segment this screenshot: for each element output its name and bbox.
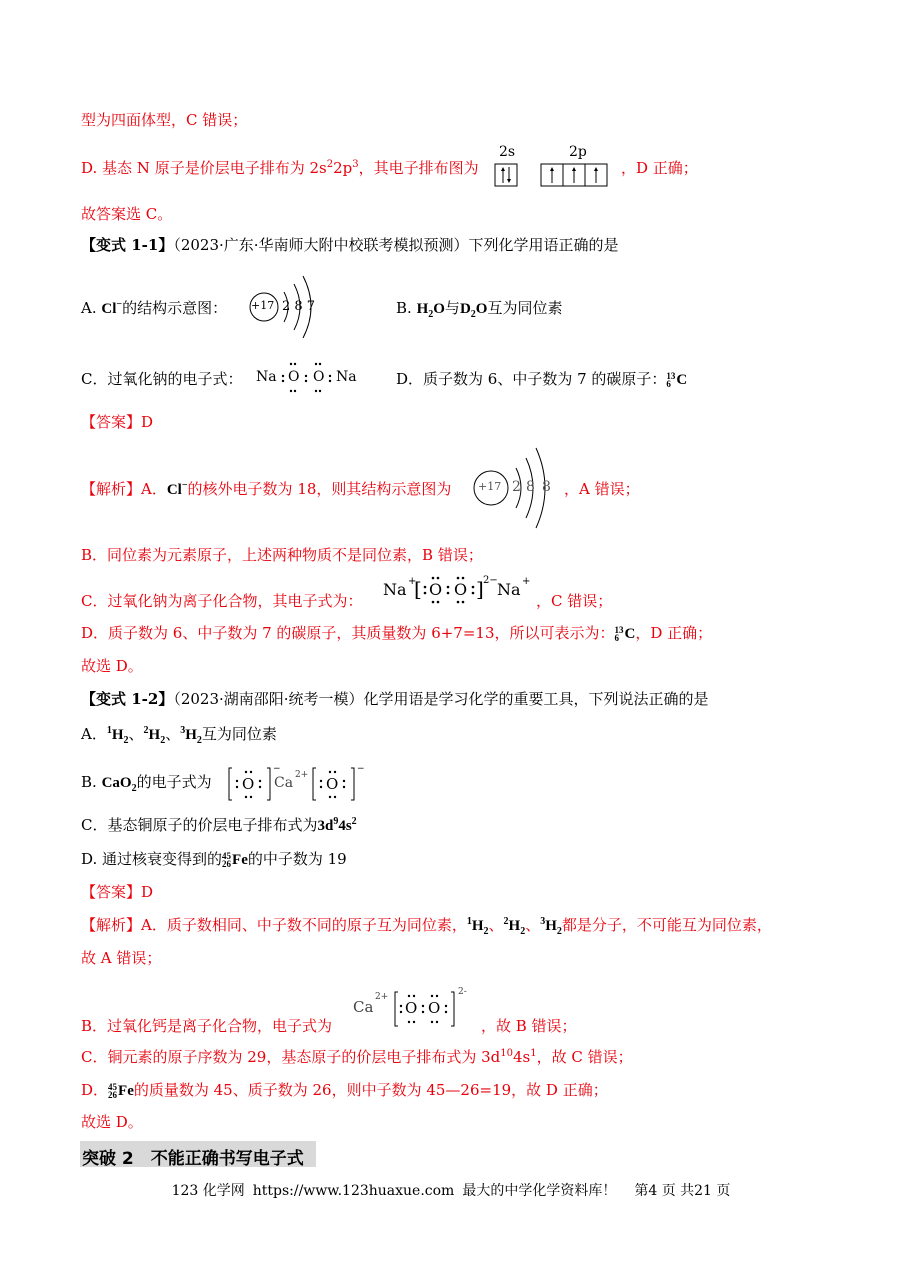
analysis-b: B．过氧化钙是离子化合物，电子式为 bbox=[81, 1017, 333, 1035]
atomic-number: 6 bbox=[666, 379, 671, 389]
answer-line: 【答案】D bbox=[81, 883, 154, 901]
text-span: 的中子数为 19 bbox=[247, 850, 347, 868]
question-source: （2023·湖南邵阳·统考一模）化学用语是学习化学的重要工具，下列说法正确的是 bbox=[173, 690, 709, 708]
shell-electrons: 2 8 7 bbox=[282, 299, 316, 314]
footer-url[interactable]: https://www.123huaxue.com bbox=[252, 1183, 455, 1199]
question-tag: 【变式 1-1】 bbox=[81, 236, 174, 254]
analysis-a bbox=[81, 479, 451, 500]
option-a bbox=[81, 724, 277, 745]
option-label: B. bbox=[81, 773, 97, 791]
question-header bbox=[81, 235, 619, 255]
nuclide-prefix bbox=[108, 1083, 117, 1099]
text-span: 与 bbox=[444, 299, 460, 317]
text-line: 故答案选 C。 bbox=[81, 205, 173, 223]
atom-symbol: Na bbox=[497, 580, 521, 599]
text-span: 互为同位素 bbox=[201, 725, 277, 743]
text-line: ，C 错误； bbox=[536, 592, 613, 610]
text-span: D． bbox=[81, 1081, 109, 1099]
analysis-tag: 【解析】A． bbox=[81, 480, 167, 498]
text-span: 互为同位素 bbox=[487, 299, 563, 317]
section-heading bbox=[80, 1141, 316, 1167]
text-line bbox=[81, 158, 479, 178]
atom-symbol: Ca bbox=[274, 775, 294, 791]
formula: H bbox=[416, 301, 429, 317]
page-footer bbox=[0, 1180, 902, 1200]
formula: O bbox=[475, 301, 488, 317]
subscript: 2 bbox=[520, 926, 526, 937]
atom-symbol: O bbox=[242, 775, 255, 793]
option-c bbox=[81, 815, 357, 836]
analysis-a bbox=[81, 915, 772, 936]
text-line: 故选 D。 bbox=[81, 657, 143, 675]
atom-symbol: O bbox=[326, 775, 339, 793]
text-line: 故选 D。 bbox=[81, 1113, 143, 1131]
nucleus-label: +17 bbox=[478, 480, 502, 493]
option-label: B. bbox=[396, 299, 412, 317]
text-span: ，其电子排布图为 bbox=[358, 159, 479, 177]
subscript: 2 bbox=[131, 783, 137, 794]
shell-electrons: 8 bbox=[542, 479, 551, 495]
bracket: ] bbox=[476, 577, 484, 601]
text-span: A．质子数相同、中子数不同的原子互为同位素， bbox=[141, 916, 467, 934]
option-a bbox=[81, 298, 227, 319]
atom-symbol: O bbox=[428, 999, 441, 1017]
text-span: D．质子数为 6、中子数为 7 的碳原子，其质量数为 6+7=13，所以可表示为： bbox=[81, 624, 615, 642]
section-title: 突破 2 不能正确书写电子式 bbox=[82, 1149, 304, 1169]
charge: 2+ bbox=[375, 992, 389, 1002]
shell-electrons: 2 bbox=[512, 479, 521, 495]
superscript: 3 bbox=[352, 159, 359, 170]
text-span: C．铜元素的原子序数为 29，基态原子的价层电子排布式为 3d bbox=[81, 1048, 501, 1066]
text-span: 2p bbox=[333, 159, 353, 177]
analysis-b: B．同位素为元素原子，上述两种物质不是同位素，B 错误； bbox=[81, 546, 483, 564]
superscript: 9 bbox=[333, 816, 339, 827]
formula: Cl bbox=[166, 482, 182, 498]
option-label: A． bbox=[81, 725, 107, 743]
text-line: 故 A 错误； bbox=[81, 949, 162, 967]
atom-structure-diagram bbox=[246, 272, 326, 342]
electron-formula-na2o2-correct bbox=[383, 572, 533, 608]
mass-number: 3 bbox=[180, 725, 186, 736]
separator: 、 bbox=[488, 916, 504, 934]
subscript: 2 bbox=[470, 309, 476, 320]
text-span: 的结构示意图： bbox=[122, 299, 228, 317]
orbital-diagram bbox=[493, 144, 613, 190]
formula: CaO bbox=[101, 775, 132, 791]
superscript: 2 bbox=[351, 816, 357, 827]
atomic-number: 26 bbox=[222, 859, 232, 869]
element-symbol: C bbox=[676, 372, 688, 388]
formula: 4s bbox=[338, 818, 352, 834]
orbital-label-2p: 2p bbox=[569, 144, 587, 160]
question-tag: 【变式 1-2】 bbox=[81, 690, 174, 708]
atom-symbol: Na bbox=[383, 580, 407, 599]
charge: 2− bbox=[483, 575, 498, 586]
formula: H bbox=[185, 727, 197, 743]
subscript: 2 bbox=[556, 926, 562, 937]
text-span: D．质子数为 6、中子数为 7 的碳原子： bbox=[396, 370, 667, 388]
electron-formula-cao2-correct bbox=[353, 986, 483, 1032]
superscript: 1 bbox=[530, 1048, 537, 1059]
subscript: 2 bbox=[160, 735, 166, 746]
formula: H bbox=[148, 727, 161, 743]
formula: 3d bbox=[317, 818, 334, 834]
text-span: ，D 正确； bbox=[635, 624, 713, 642]
mass-number: 1 bbox=[466, 916, 472, 927]
text-line: ，故 B 错误； bbox=[481, 1017, 577, 1035]
shell-electrons: 8 bbox=[526, 479, 535, 495]
formula: H bbox=[508, 918, 521, 934]
question-header bbox=[81, 689, 709, 709]
atom-symbol: Na bbox=[336, 369, 357, 385]
text-span: C．基态铜原子的价层电子排布式为 bbox=[81, 816, 318, 834]
subscript: 2 bbox=[483, 926, 489, 937]
mass-number: 45 bbox=[222, 851, 232, 861]
element-symbol: Fe bbox=[232, 852, 248, 868]
mass-number: 45 bbox=[108, 1082, 118, 1092]
mass-number: 3 bbox=[540, 916, 546, 927]
separator: 、 bbox=[165, 725, 181, 743]
bracket: [ bbox=[414, 577, 422, 601]
answer-line: 【答案】D bbox=[81, 413, 154, 431]
superscript: 2 bbox=[326, 159, 334, 170]
analysis-d bbox=[81, 1080, 608, 1101]
electron-dots bbox=[383, 572, 533, 608]
charge: 2- bbox=[458, 987, 467, 997]
element-symbol: Fe bbox=[118, 1083, 134, 1099]
atom-symbol: O bbox=[288, 369, 300, 385]
analysis-tag: 【解析】 bbox=[81, 916, 142, 934]
superscript: 10 bbox=[500, 1048, 513, 1059]
text-span: 4s bbox=[512, 1048, 531, 1066]
atom-symbol: Ca bbox=[353, 998, 374, 1016]
mass-number: 13 bbox=[614, 625, 624, 635]
atom-symbol: O bbox=[405, 999, 418, 1017]
atom-symbol: O bbox=[313, 369, 325, 385]
page-number: 第4 页 共21 页 bbox=[634, 1183, 731, 1199]
nuclide-prefix bbox=[222, 852, 231, 868]
text-span: D. 通过核衰变得到的 bbox=[81, 850, 223, 868]
subscript: 2 bbox=[428, 309, 434, 320]
option-d bbox=[81, 849, 347, 870]
electron-formula-cao2-wrong bbox=[228, 764, 363, 804]
atom-symbol: O bbox=[429, 580, 443, 599]
option-b bbox=[396, 298, 562, 319]
text-line: 型为四面体型，C 错误； bbox=[81, 111, 248, 129]
orbital-label-2s: 2s bbox=[499, 144, 516, 160]
formula: D bbox=[459, 301, 471, 317]
formula: H bbox=[111, 727, 124, 743]
element-symbol: C bbox=[624, 626, 636, 642]
analysis-c bbox=[81, 1047, 633, 1067]
option-label: A. bbox=[81, 299, 97, 317]
question-source: （2023·广东·华南师大附中校联考模拟预测）下列化学用语正确的是 bbox=[173, 236, 619, 254]
atom-symbol: Na bbox=[256, 369, 277, 385]
mass-number: 1 bbox=[106, 725, 112, 736]
nuclide-prefix bbox=[615, 626, 624, 642]
text-span: D. 基态 N 原子是价层电子排布为 2s bbox=[81, 159, 327, 177]
text-span: 的质量数为 45、质子数为 26，则中子数为 45—26=19，故 D 正确； bbox=[133, 1081, 608, 1099]
analysis-d bbox=[81, 623, 712, 644]
atom-structure-diagram-correct bbox=[472, 444, 558, 532]
footer-site: 123 化学网 bbox=[171, 1183, 245, 1199]
charge: + bbox=[408, 576, 417, 587]
subscript: 2 bbox=[123, 735, 129, 746]
text-span: ，故 C 错误； bbox=[536, 1048, 633, 1066]
text-span: 都是分子，不可能互为同位素， bbox=[561, 916, 772, 934]
charge: − bbox=[273, 764, 281, 774]
option-b bbox=[81, 772, 212, 793]
option-c: C．过氧化钠的电子式： bbox=[81, 370, 243, 388]
superscript: − bbox=[181, 480, 188, 491]
formula: O bbox=[433, 301, 445, 317]
orbital-boxes bbox=[493, 144, 613, 190]
atom-symbol: O bbox=[454, 580, 468, 599]
charge: 2+ bbox=[295, 770, 309, 780]
formula: H bbox=[471, 918, 484, 934]
atomic-number: 26 bbox=[108, 1090, 118, 1100]
subscript: 2 bbox=[196, 735, 202, 746]
text-line: ，D 正确； bbox=[621, 159, 698, 177]
separator: 、 bbox=[525, 916, 541, 934]
charge: + bbox=[522, 576, 531, 587]
analysis-c: C．过氧化钠为离子化合物，其电子式为： bbox=[81, 592, 363, 610]
text-span: 的核外电子数为 18，则其结构示意图为 bbox=[187, 480, 452, 498]
atomic-number: 6 bbox=[614, 633, 619, 643]
mass-number: 2 bbox=[503, 916, 509, 927]
mass-number: 13 bbox=[666, 371, 676, 381]
superscript: − bbox=[116, 299, 123, 310]
text-line: ，A 错误； bbox=[564, 480, 640, 498]
formula: H bbox=[545, 918, 557, 934]
electron-dots bbox=[254, 360, 364, 396]
option-d bbox=[396, 369, 687, 390]
electron-formula-na2o2-wrong bbox=[254, 360, 364, 396]
separator: 、 bbox=[128, 725, 144, 743]
nuclide-prefix bbox=[666, 372, 675, 388]
footer-slogan: 最大的中学化学资料库！ bbox=[462, 1183, 617, 1199]
formula: Cl bbox=[101, 301, 117, 317]
charge: − bbox=[357, 764, 365, 774]
mass-number: 2 bbox=[143, 725, 149, 736]
nucleus-label: +17 bbox=[251, 299, 275, 312]
text-span: 的电子式为 bbox=[136, 773, 212, 791]
